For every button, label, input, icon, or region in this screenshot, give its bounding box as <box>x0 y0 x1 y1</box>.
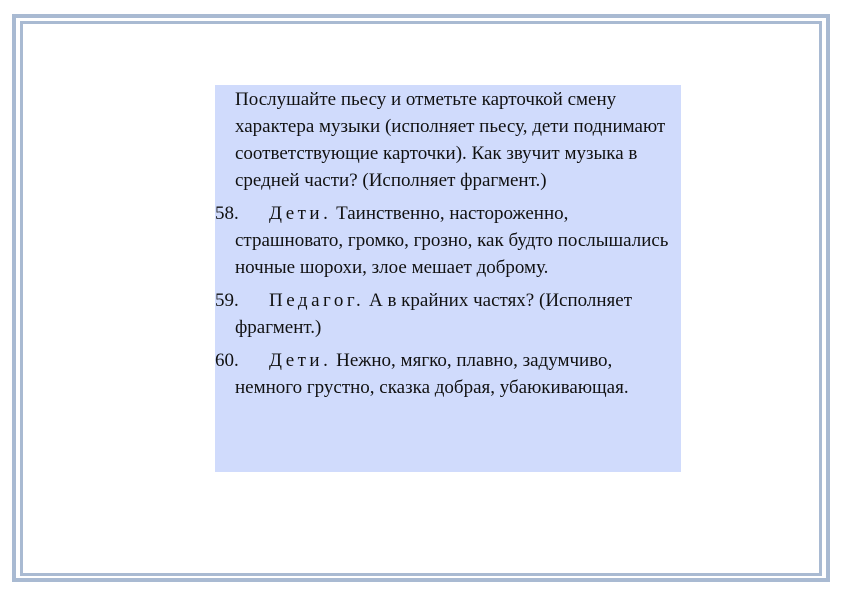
speaker-label: Педагог. <box>269 290 365 311</box>
numbered-paragraph-60 <box>215 347 681 401</box>
intro-paragraph <box>215 86 681 194</box>
speaker-label: Дети. <box>269 350 332 371</box>
paragraph-number: 59. <box>215 290 239 311</box>
numbered-paragraph-59 <box>215 287 681 341</box>
text-block <box>215 85 681 472</box>
numbered-paragraph-58 <box>215 200 681 281</box>
speaker-label: Дети. <box>269 203 332 224</box>
paragraph-text: Нежно, мягко, плавно, задумчиво, немного грустно, сказка добрая, убаюкивающая. <box>235 350 629 398</box>
paragraph-number: 58. <box>215 203 239 224</box>
paragraph-text: Таинственно, настороженно, страшновато, громко, грозно, как будто послышались ночные шорохи, злое мешает доброму. <box>235 203 669 278</box>
paragraph-text: А в крайних частях? (Исполняет фрагмент.) <box>235 290 633 338</box>
paragraph-number: 60. <box>215 350 239 371</box>
intro-text: Послушайте пьесу и отметьте карточкой смену характера музыки (исполняет пьесу, дети поднимают соответствующие карточки). Как звучит музыка в средней части? (Исполняет фрагмент.) <box>235 89 666 191</box>
